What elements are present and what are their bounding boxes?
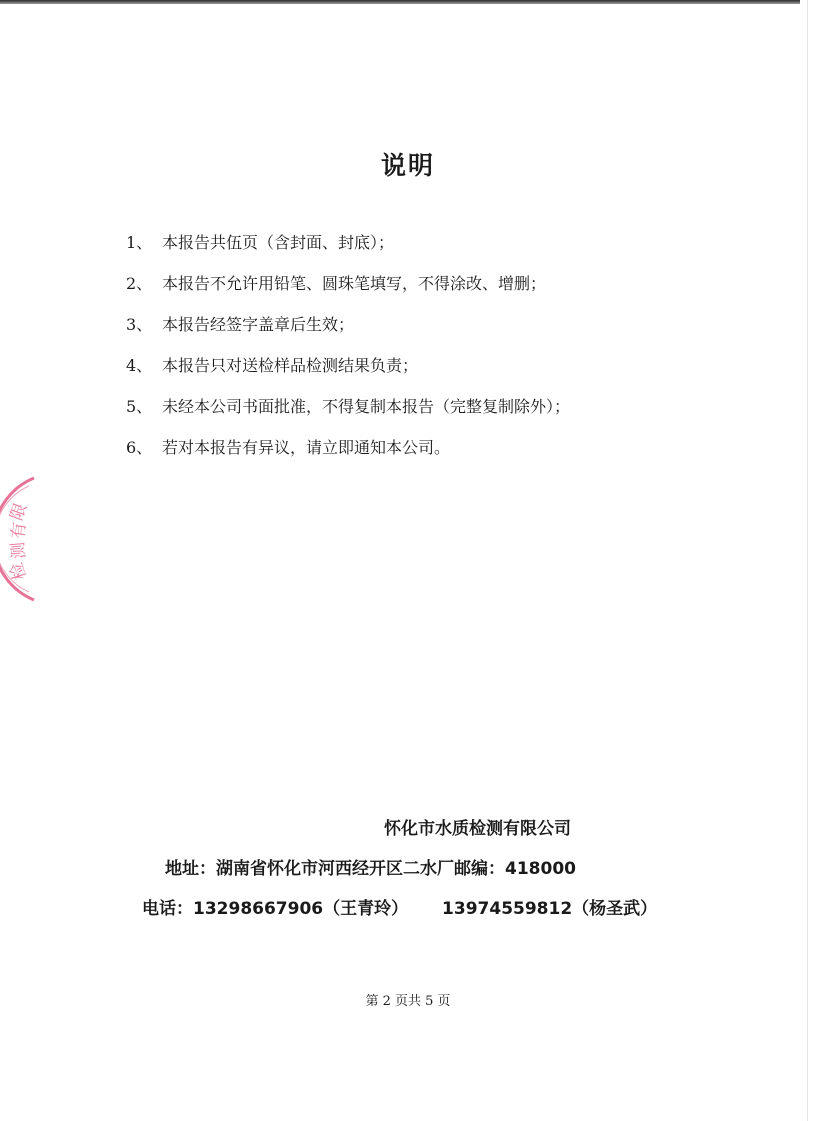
notice-list xyxy=(126,231,686,477)
company-address: 地址：湖南省怀化市河西经开区二水厂邮编：418000 xyxy=(165,859,576,879)
svg-text:有: 有 xyxy=(8,520,31,541)
item-number: 2、 xyxy=(126,274,153,293)
phone-1: 电话：13298667906（王青玲） xyxy=(142,899,409,919)
item-number: 4、 xyxy=(126,356,153,375)
item-number: 3、 xyxy=(126,315,153,334)
item-number: 6、 xyxy=(126,438,153,457)
item-text: 未经本公司书面批准，不得复制本报告（完整复制除外）； xyxy=(162,397,571,416)
company-seal-stamp xyxy=(0,472,40,606)
item-number: 1、 xyxy=(126,233,153,252)
phone-2: 13974559812（杨圣武） xyxy=(442,899,658,919)
list-item xyxy=(126,231,686,272)
list-item xyxy=(126,395,686,436)
contact-phones xyxy=(142,894,657,919)
item-text: 若对本报告有异议，请立即通知本公司。 xyxy=(162,438,451,457)
item-text: 本报告经签字盖章后生效； xyxy=(162,315,355,334)
item-text: 本报告只对送检样品检测结果负责； xyxy=(162,356,419,375)
list-item xyxy=(126,313,686,354)
scan-edge-top xyxy=(0,0,800,4)
page-number-footer: 第 2 页共 5 页 xyxy=(365,994,451,1009)
svg-text:测: 测 xyxy=(8,541,30,560)
list-item xyxy=(126,354,686,395)
list-item xyxy=(126,436,686,477)
svg-text:检: 检 xyxy=(6,560,31,583)
item-text: 本报告共伍页（含封面、封底）； xyxy=(162,233,395,252)
svg-text:限: 限 xyxy=(6,500,32,524)
list-item xyxy=(126,272,686,313)
item-text: 本报告不允许用铅笔、圆珠笔填写，不得涂改、增删； xyxy=(162,274,547,293)
company-name: 怀化市水质检测有限公司 xyxy=(384,819,571,839)
page-title: 说明 xyxy=(380,151,435,180)
item-number: 5、 xyxy=(126,397,153,416)
